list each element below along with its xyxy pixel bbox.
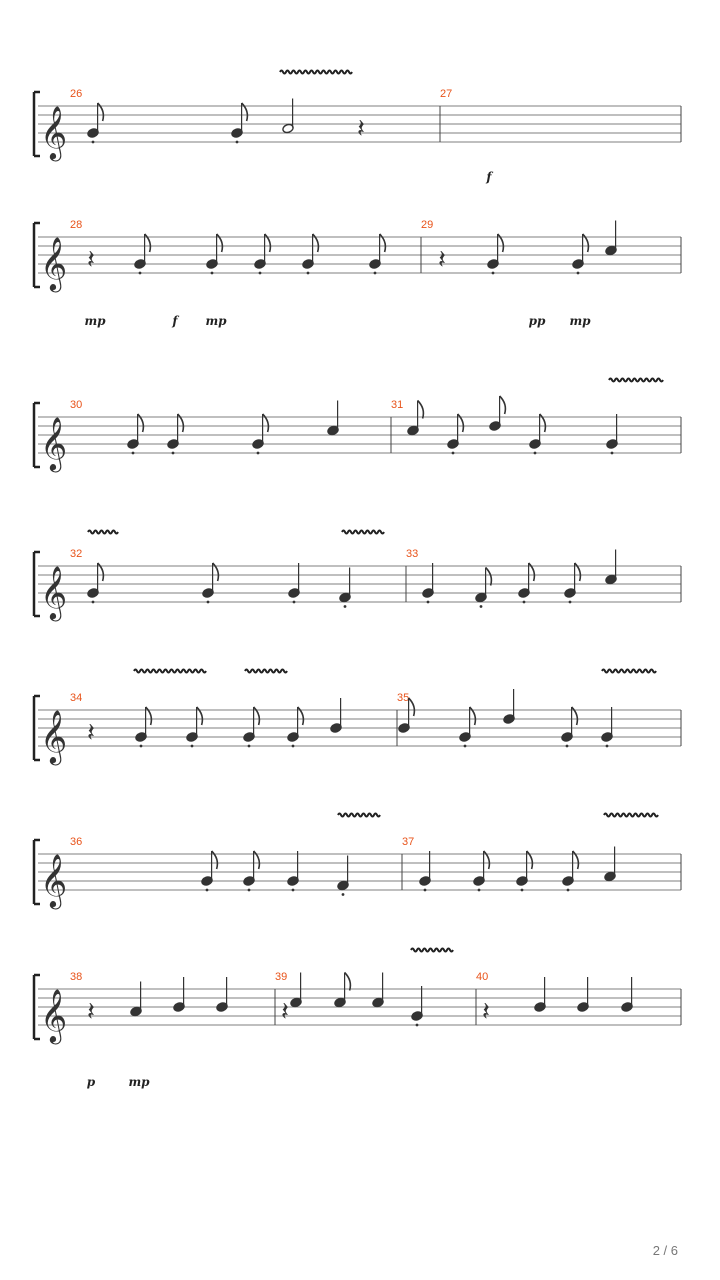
- note-flag: [500, 396, 506, 414]
- quarter-rest-icon: 𝄽: [357, 114, 365, 144]
- staccato-dot: [211, 272, 214, 275]
- note: [334, 973, 351, 1008]
- vibrato-wavy-line-icon: [88, 531, 118, 534]
- vibrato-wavy-line-icon: [134, 670, 206, 673]
- staccato-dot: [492, 272, 495, 275]
- measure-number: 35: [397, 692, 410, 704]
- vibrato-wavy-line-icon: [604, 814, 658, 817]
- treble-clef-icon: 𝄞: [40, 565, 68, 619]
- staccato-dot: [191, 745, 194, 748]
- note: [173, 977, 185, 1012]
- staccato-dot: [248, 745, 251, 748]
- dynamic-marking: p: [86, 1075, 96, 1089]
- measure-number: 27: [440, 88, 453, 100]
- staccato-dot: [206, 889, 209, 892]
- quarter-rest-icon: 𝄽: [87, 245, 95, 275]
- note-flag: [409, 698, 415, 716]
- vibrato-wavy-line-icon: [245, 670, 287, 673]
- staccato-dot: [92, 601, 95, 604]
- staccato-dot: [257, 452, 260, 455]
- measure-number: 37: [402, 836, 415, 848]
- staccato-dot: [577, 272, 580, 275]
- staccato-dot: [452, 452, 455, 455]
- vibrato-wavy-line-icon: [280, 71, 352, 74]
- note: [564, 563, 581, 603]
- dynamic-marking: mp: [205, 314, 227, 328]
- note: [601, 707, 613, 747]
- staccato-dot: [92, 141, 95, 144]
- note: [447, 414, 464, 454]
- note: [605, 550, 617, 585]
- measure-number: 36: [70, 836, 83, 848]
- measure-number: 26: [70, 88, 83, 100]
- dynamic-marking: mp: [84, 314, 106, 328]
- note: [516, 851, 533, 891]
- dynamic-marking: f: [172, 314, 178, 328]
- note: [562, 851, 579, 891]
- note: [473, 851, 490, 891]
- note: [206, 234, 223, 274]
- note: [372, 973, 384, 1008]
- note: [216, 977, 228, 1012]
- note: [302, 234, 319, 274]
- note: [577, 977, 589, 1012]
- treble-clef-icon: 𝄞: [40, 853, 68, 907]
- staccato-dot: [427, 601, 430, 604]
- staccato-dot: [344, 605, 347, 608]
- note-flag: [486, 568, 492, 586]
- vibrato-wavy-line-icon: [338, 814, 380, 817]
- staccato-dot: [567, 889, 570, 892]
- note: [407, 401, 424, 436]
- note: [201, 851, 218, 891]
- note: [327, 401, 339, 436]
- note: [290, 973, 302, 1008]
- note: [606, 414, 618, 454]
- staccato-dot: [534, 452, 537, 455]
- staccato-dot: [139, 272, 142, 275]
- staccato-dot: [259, 272, 262, 275]
- treble-clef-icon: 𝄞: [40, 709, 68, 763]
- measure-number: 29: [421, 219, 434, 231]
- note: [135, 707, 152, 747]
- staccato-dot: [172, 452, 175, 455]
- note: [422, 563, 434, 603]
- staccato-dot: [480, 605, 483, 608]
- note: [369, 234, 386, 274]
- measure-number: 34: [70, 692, 83, 704]
- note: [605, 221, 617, 256]
- note-flag: [345, 973, 351, 991]
- staccato-dot: [566, 745, 569, 748]
- measure-number: 31: [391, 399, 404, 411]
- note: [202, 563, 219, 603]
- note: [534, 977, 546, 1012]
- staccato-dot: [569, 601, 572, 604]
- note: [186, 707, 203, 747]
- vibrato-wavy-line-icon: [342, 531, 384, 534]
- treble-clef-icon: 𝄞: [40, 416, 68, 470]
- staccato-dot: [611, 452, 614, 455]
- staccato-dot: [416, 1024, 419, 1027]
- quarter-rest-icon: 𝄽: [281, 997, 289, 1027]
- staccato-dot: [132, 452, 135, 455]
- staccato-dot: [464, 745, 467, 748]
- staff-system-5: [34, 670, 681, 766]
- staff-system-6: [34, 814, 681, 910]
- note: [243, 707, 260, 747]
- note: [503, 689, 515, 724]
- dynamic-marking: mp: [128, 1075, 150, 1089]
- staccato-dot: [521, 889, 524, 892]
- staccato-dot: [523, 601, 526, 604]
- staff-system-7: [34, 949, 681, 1090]
- measure-number: 28: [70, 219, 83, 231]
- quarter-rest-icon: 𝄽: [87, 718, 95, 748]
- note: [411, 986, 423, 1026]
- note: [231, 103, 248, 143]
- note-flag: [418, 401, 424, 419]
- staccato-dot: [606, 745, 609, 748]
- staccato-dot: [374, 272, 377, 275]
- note: [287, 851, 299, 891]
- staccato-dot: [292, 745, 295, 748]
- measure-number: 30: [70, 399, 83, 411]
- note: [243, 851, 260, 891]
- staccato-dot: [478, 889, 481, 892]
- measure-number: 32: [70, 548, 83, 560]
- staccato-dot: [307, 272, 310, 275]
- note: [87, 103, 104, 143]
- vibrato-wavy-line-icon: [411, 949, 453, 952]
- staccato-dot: [293, 601, 296, 604]
- note: [621, 977, 633, 1012]
- staff-system-2: [34, 219, 681, 328]
- note: [330, 698, 342, 733]
- note: [130, 982, 142, 1017]
- note: [167, 414, 184, 454]
- note: [287, 707, 304, 747]
- staccato-dot: [140, 745, 143, 748]
- note: [604, 847, 616, 882]
- measure-number: 38: [70, 971, 83, 983]
- dynamic-marking: pp: [528, 314, 546, 328]
- measure-number: 39: [275, 971, 288, 983]
- staccato-dot: [248, 889, 251, 892]
- note: [87, 563, 104, 603]
- note: [254, 234, 271, 274]
- staccato-dot: [236, 141, 239, 144]
- staff-system-4: [34, 531, 681, 622]
- note: [572, 234, 589, 274]
- note: [459, 707, 476, 747]
- staccato-dot: [207, 601, 210, 604]
- note: [134, 234, 151, 274]
- note: [282, 99, 294, 134]
- treble-clef-icon: 𝄞: [40, 236, 68, 290]
- treble-clef-icon: 𝄞: [40, 988, 68, 1042]
- note: [487, 234, 504, 274]
- staccato-dot: [424, 889, 427, 892]
- dynamic-marking: mp: [569, 314, 591, 328]
- quarter-rest-icon: 𝄽: [438, 245, 446, 275]
- note: [419, 851, 431, 891]
- note: [252, 414, 269, 454]
- staff-system-3: [34, 379, 681, 473]
- note: [518, 563, 535, 603]
- staccato-dot: [342, 893, 345, 896]
- page-indicator: 2 / 6: [652, 1243, 678, 1258]
- measure-number: 33: [406, 548, 419, 560]
- treble-clef-icon: 𝄞: [40, 105, 68, 159]
- note: [561, 707, 578, 747]
- measure-number: 40: [476, 971, 489, 983]
- staff-system-1: [34, 71, 681, 185]
- quarter-rest-icon: 𝄽: [482, 997, 490, 1027]
- vibrato-wavy-line-icon: [602, 670, 656, 673]
- vibrato-wavy-line-icon: [609, 379, 663, 382]
- quarter-rest-icon: 𝄽: [87, 997, 95, 1027]
- dynamic-marking: f: [486, 170, 492, 184]
- note: [127, 414, 144, 454]
- note: [288, 563, 300, 603]
- staccato-dot: [292, 889, 295, 892]
- note: [529, 414, 546, 454]
